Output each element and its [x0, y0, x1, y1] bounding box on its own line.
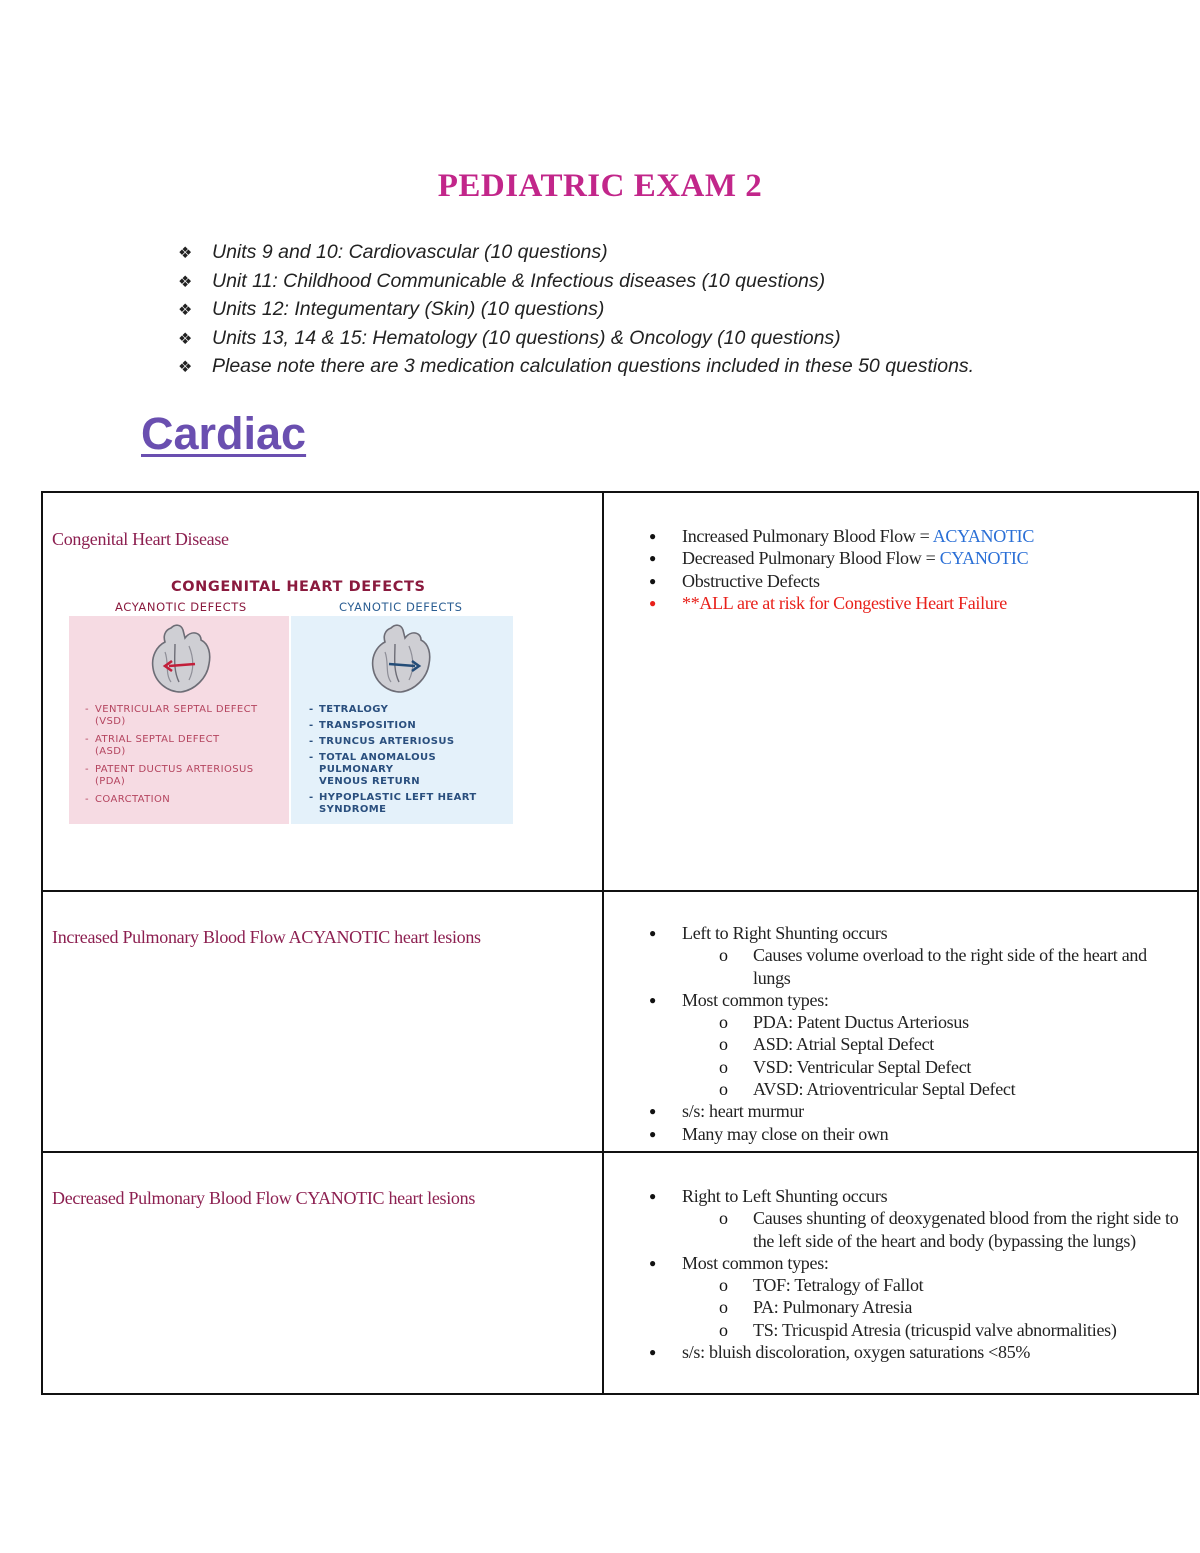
list-item: ❖ Units 13, 14 & 15: Hematology (10 questions) & Oncology (10 questions): [178, 324, 974, 353]
acyanotic-panel: [69, 616, 289, 824]
sub-list-item: o Causes volume overload to the right side of the heart and lungs: [682, 944, 1197, 989]
list-item: ● s/s: bluish discoloration, oxygen saturations <85%: [604, 1341, 1197, 1363]
list-item: - HYPOPLASTIC LEFT HEART SYNDROME: [309, 792, 513, 816]
list-item: ● Right to Left Shunting occurs o Causes shunting of deoxygenated blood from the right side to the left side of the heart and body (bypassing the lungs): [604, 1185, 1197, 1252]
sub-list-item: o AVSD: Atrioventricular Septal Defect: [682, 1078, 1197, 1100]
table-cell-topic: [42, 891, 603, 1152]
cyanotic-highlight: CYANOTIC: [939, 548, 1029, 569]
sub-list-item: o TOF: Tetralogy of Fallot: [682, 1274, 1197, 1296]
cyanotic-title: CYANOTIC DEFECTS: [339, 600, 463, 614]
table-row: [42, 492, 1198, 891]
diamond-bullet-icon: ❖: [178, 330, 193, 348]
list-item: ❖ Units 9 and 10: Cardiovascular (10 questions): [178, 238, 974, 267]
row-topic: Decreased Pulmonary Blood Flow CYANOTIC heart lesions: [52, 1188, 476, 1208]
bullet-list: [604, 892, 1197, 1145]
table-row: [42, 891, 1198, 1152]
sub-list-item: o TS: Tricuspid Atresia (tricuspid valve abnormalities): [682, 1319, 1197, 1341]
diamond-bullet-icon: ❖: [178, 273, 193, 291]
table-cell-topic: [42, 492, 603, 891]
acyanotic-defects-list: [85, 704, 258, 812]
sub-list-item: o PA: Pulmonary Atresia: [682, 1296, 1197, 1318]
row-topic: Increased Pulmonary Blood Flow ACYANOTIC heart lesions: [52, 927, 481, 947]
congenital-heart-defects-illustration: [67, 574, 537, 836]
table-cell-notes: [603, 492, 1198, 891]
diamond-bullet-icon: ❖: [178, 245, 193, 262]
list-item: ● Many may close on their own: [604, 1123, 1197, 1145]
sub-list-item: o Causes shunting of deoxygenated blood from the right side to the left side of the heart and body (bypassing the lungs): [682, 1207, 1197, 1252]
cyanotic-defects-list: [309, 704, 513, 820]
illustration-heading: CONGENITAL HEART DEFECTS: [171, 579, 426, 595]
page-title: PEDIATRIC EXAM 2: [437, 168, 763, 204]
list-item: - TOTAL ANOMALOUS PULMONARY VENOUS RETURN: [309, 752, 513, 788]
table-cell-notes: [603, 1152, 1198, 1394]
section-heading: Cardiac: [141, 408, 307, 459]
notes-table: [41, 491, 1199, 1395]
list-item: ● Decreased Pulmonary Blood Flow = CYANOTIC: [604, 547, 1197, 569]
diamond-bullet-icon: ❖: [178, 302, 193, 319]
table-cell-notes: [603, 891, 1198, 1152]
list-item: - COARCTATION: [85, 794, 258, 806]
list-item: - TRANSPOSITION: [309, 720, 513, 732]
acyanotic-highlight: ACYANOTIC: [932, 526, 1035, 546]
list-item: ● Obstructive Defects: [604, 570, 1197, 592]
exam-topics-list: [178, 238, 974, 381]
table-row: [42, 1152, 1198, 1394]
heart-right-to-left-icon: [365, 622, 437, 696]
bullet-list: [604, 1153, 1197, 1363]
list-item: ❖ Units 12: Integumentary (Skin) (10 questions): [178, 295, 974, 324]
list-item: ● Most common types: o PDA: Patent Ductus Arteriosus o ASD: Atrial Septal Defect o VSD: Ventricular Septal Defect o AVSD: Atrioventricular Septal Defect: [604, 989, 1197, 1100]
cyanotic-panel: [291, 616, 513, 824]
sub-list: [682, 1011, 1197, 1100]
row-topic: Congenital Heart Disease: [52, 529, 229, 549]
list-item: - VENTRICULAR SEPTAL DEFECT (VSD): [85, 704, 258, 728]
list-item: - PATENT DUCTUS ARTERIOSUS (PDA): [85, 764, 258, 788]
bullet-list: [604, 493, 1197, 614]
list-item: - TETRALOGY: [309, 704, 513, 716]
list-item: ● Increased Pulmonary Blood Flow = ACYANOTIC: [604, 525, 1197, 547]
list-item: ❖ Please note there are 3 medication calculation questions included in these 50 questions.: [178, 352, 974, 381]
heart-left-to-right-icon: [145, 622, 217, 696]
diamond-bullet-icon: ❖: [178, 359, 193, 376]
acyanotic-title: ACYANOTIC DEFECTS: [115, 600, 247, 614]
sub-list-item: o ASD: Atrial Septal Defect: [682, 1033, 1197, 1055]
sub-list: [682, 1274, 1197, 1341]
list-item: ● s/s: heart murmur: [604, 1100, 1197, 1122]
list-item: ● Left to Right Shunting occurs o Causes volume overload to the right side of the heart and lungs: [604, 922, 1197, 989]
sub-list: [682, 1207, 1197, 1252]
list-item: - TRUNCUS ARTERIOSUS: [309, 736, 513, 748]
list-item: - ATRIAL SEPTAL DEFECT (ASD): [85, 734, 258, 758]
list-item: ❖ Unit 11: Childhood Communicable & Infectious diseases (10 questions): [178, 267, 974, 296]
sub-list-item: o PDA: Patent Ductus Arteriosus: [682, 1011, 1197, 1033]
chf-warning-item: ● **ALL are at risk for Congestive Heart Failure: [604, 592, 1197, 614]
table-cell-topic: [42, 1152, 603, 1394]
sub-list-item: o VSD: Ventricular Septal Defect: [682, 1056, 1197, 1078]
list-item: ● Most common types: o TOF: Tetralogy of Fallot o PA: Pulmonary Atresia o TS: Tricuspid Atresia (tricuspid valve abnormalities): [604, 1252, 1197, 1341]
sub-list: [682, 944, 1197, 989]
